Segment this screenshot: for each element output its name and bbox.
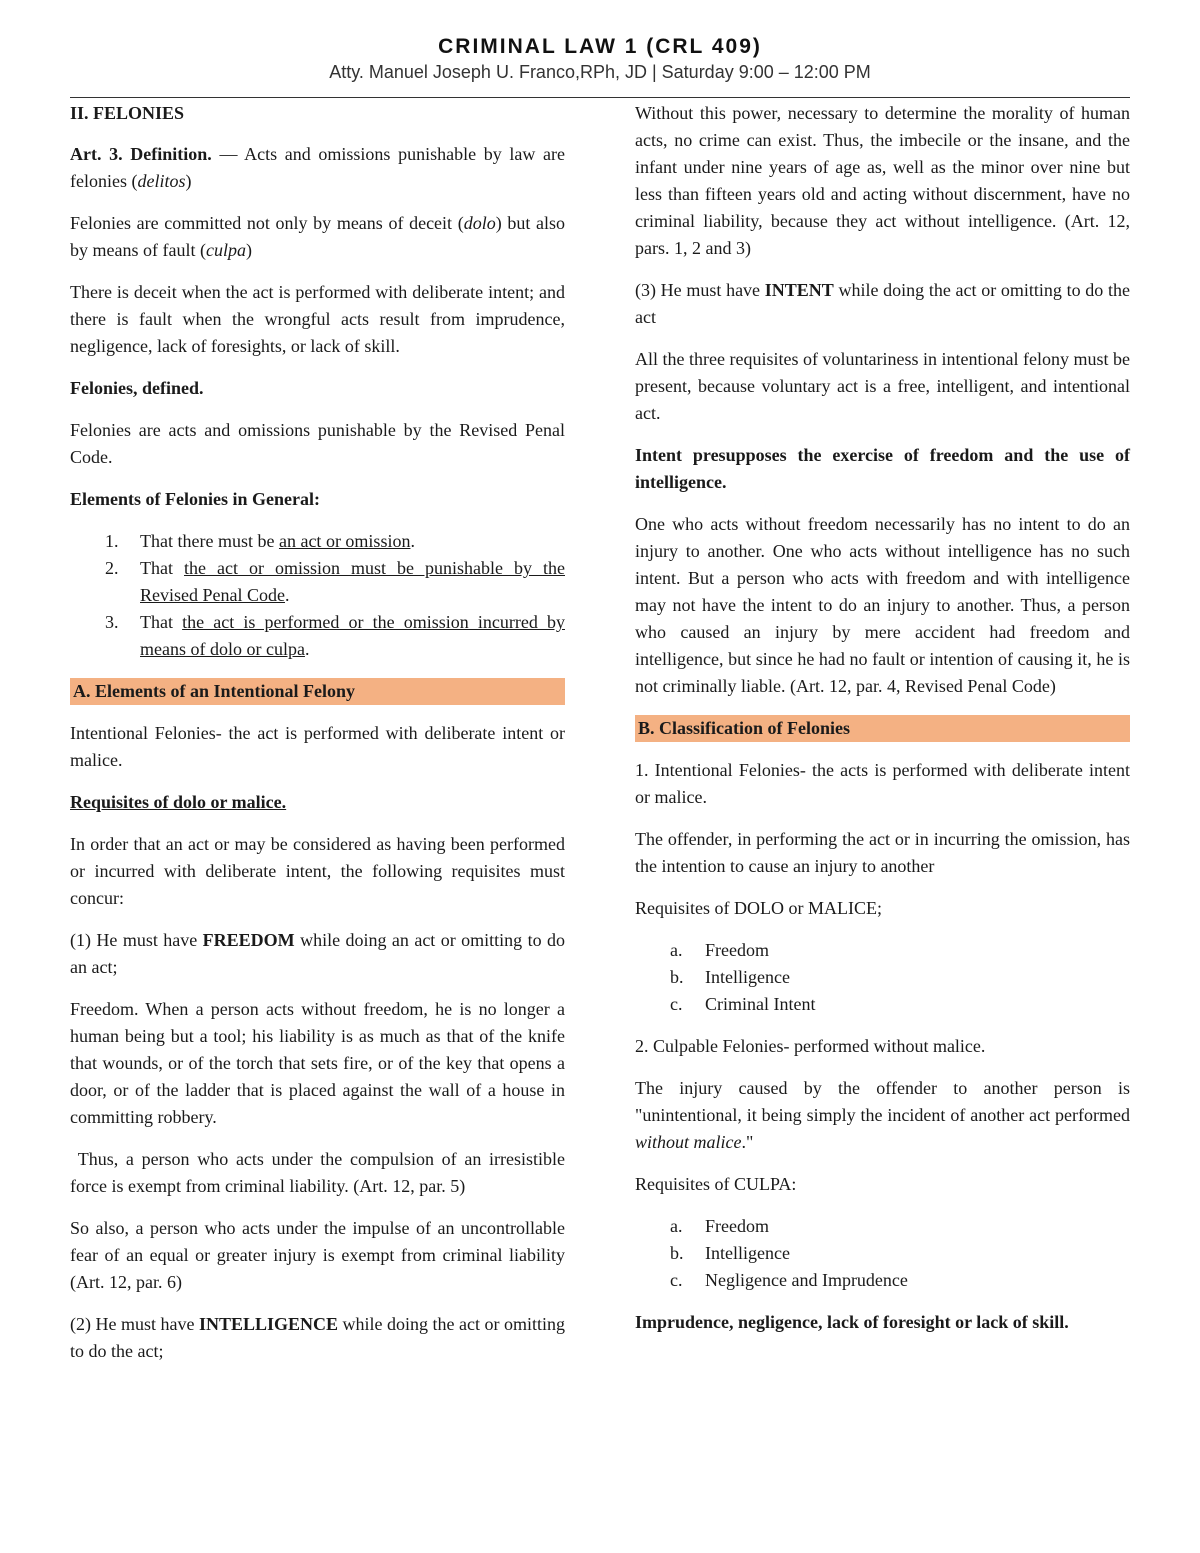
art3-paragraph: Art. 3. Definition. — Acts and omissions punishable by law are felonies (delitos) [70, 144, 565, 191]
thus-paragraph: Thus, a person who acts under the compulsion of an irresistible force is exempt from criminal liability. (Art. 12, par. 5) [70, 1149, 570, 1196]
injury-paragraph: The injury caused by the offender to another person is "unintentional, it being simply the incident of another act performed without malice." [635, 1078, 1130, 1152]
requisites-heading: Requisites of dolo or malice. [70, 792, 287, 812]
list-item: 3. That the act is performed or the omission incurred by means of dolo or culpa. [105, 612, 565, 659]
felonies-defined-heading: Felonies, defined. [70, 378, 204, 398]
list-item: b. Intelligence [670, 1243, 790, 1263]
list-item: 1. That there must be an act or omission. [105, 531, 415, 551]
without-power-paragraph: Without this power, necessary to determine the morality of human acts, no crime can exist. Thus, the imbecile or the insane, and the infant under nine years of age as, well as the minor over nine but less than fifteen years old and acting without discernment, have no criminal liability, because they act without intelligence. (Art. 12, pars. 1, 2 and 3) [635, 103, 1130, 258]
list-item: a. Freedom [670, 940, 769, 960]
list-item: b. Intelligence [670, 967, 790, 987]
section-title: II. FELONIES [70, 103, 185, 123]
course-subtitle: Atty. Manuel Joseph U. Franco,RPh, JD | Saturday 9:00 – 12:00 PM [329, 62, 871, 82]
art3-label: Art. 3. Definition. [70, 144, 212, 164]
dolo-list [635, 937, 1130, 1018]
elements-list [70, 528, 565, 663]
class2-paragraph: 2. Culpable Felonies- performed without malice. [635, 1036, 986, 1056]
list-item: c. Criminal Intent [670, 994, 816, 1014]
one-who-paragraph: One who acts without freedom necessarily has no intent to do an injury to another. One who acts without intelligence has no such intent. But a person who acts with freedom and with intelligence may not have the intent to do an injury to another. Thus, a person who caused an injury by mere accident had freedom and intelligence, but since he had no fault or intention of causing it, he is not criminally liable. (Art. 12, par. 4, Revised Penal Code) [635, 514, 1130, 696]
req-dolo-heading: Requisites of DOLO or MALICE; [635, 898, 882, 918]
freedom-paragraph: Freedom. When a person acts without freedom, he is no longer a human being but a tool; his liability is as much as that of the knife that wounds, or of the torch that sets fire, or of the key that opens a door, or of the ladder that is placed against the wall of a house in committing robbery. [70, 999, 565, 1127]
document-header [0, 34, 1200, 84]
intent-presupposes-heading: Intent presupposes the exercise of freedom and the use of intelligence. [635, 445, 1130, 492]
all-three-paragraph: All the three requisites of voluntariness in intentional felony must be present, because voluntary act is a free, intelligent, and intentional act. [635, 349, 1130, 423]
list-item: a. Freedom [670, 1216, 769, 1236]
culpa-list [635, 1213, 1130, 1294]
imprudence-heading: Imprudence, negligence, lack of foresight or lack of skill. [635, 1312, 1069, 1332]
section-b-heading: B. Classification of Felonies [635, 715, 1130, 742]
requisite-2: (2) He must have INTELLIGENCE while doing the act or omitting to do the act; [70, 1314, 565, 1361]
intentional-paragraph: Intentional Felonies- the act is performed with deliberate intent or malice. [70, 723, 565, 770]
felonies-defined-text: Felonies are acts and omissions punishable by the Revised Penal Code. [70, 420, 565, 467]
left-column [70, 100, 570, 1380]
list-item: c. Negligence and Imprudence [670, 1270, 908, 1290]
requisite-3: (3) He must have INTENT while doing the act or omitting to do the act [635, 280, 1130, 327]
offender-paragraph: The offender, in performing the act or in incurring the omission, has the intention to cause an injury to another [635, 829, 1130, 876]
header-divider [70, 97, 1130, 98]
list-item: 2. That the act or omission must be punishable by the Revised Penal Code. [105, 558, 565, 605]
requisites-intro: In order that an act or may be considered as having been performed or incurred with deliberate intent, the following requisites must concur: [70, 834, 565, 908]
so-also-paragraph: So also, a person who acts under the impulse of an uncontrollable fear of an equal or greater injury is exempt from criminal liability (Art. 12, par. 6) [70, 1218, 565, 1292]
right-column [635, 100, 1130, 1351]
class1-paragraph: 1. Intentional Felonies- the acts is performed with deliberate intent or malice. [635, 760, 1130, 807]
elements-heading: Elements of Felonies in General: [70, 489, 320, 509]
deceit-paragraph: There is deceit when the act is performed with deliberate intent; and there is fault when the wrongful acts result from imprudence, negligence, lack of foresights, or lack of skill. [70, 282, 565, 356]
requisite-1: (1) He must have FREEDOM while doing an act or omitting to do an act; [70, 930, 565, 977]
committed-paragraph: Felonies are committed not only by means of deceit (dolo) but also by means of fault (culpa) [70, 213, 565, 260]
course-title: CRIMINAL LAW 1 (CRL 409) [438, 35, 762, 58]
section-a-heading: A. Elements of an Intentional Felony [70, 678, 565, 705]
req-culpa-heading: Requisites of CULPA: [635, 1174, 797, 1194]
